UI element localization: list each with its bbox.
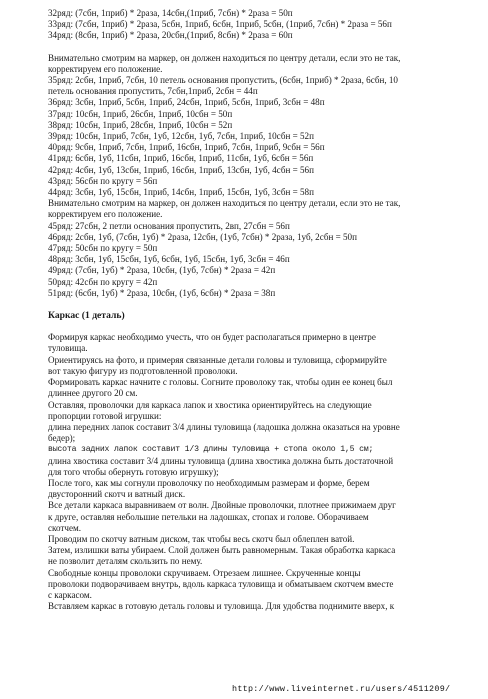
spacer [48,321,476,332]
frame-line-monospace: высота задних лапок составит 1/3 длины туловища + стопа около 1,5 см; [48,445,374,455]
text-line: к друге, оставляя небольшие петельки на ладошках, стопах и голове. Оборачиваем [48,511,369,522]
text-line: 42ряд: 4сбн, 1уб, 13сбн, 1приб, 16сбн, 1приб, 13сбн, 1уб, 4сбн = 56п [48,164,314,175]
text-line: Вставляем каркас в готовую деталь головы и туловища. Для удобства поднимите вверх, к [48,601,395,612]
text-line: 44ряд: 3сбн, 1уб, 15сбн, 1приб, 14сбн, 1приб, 15сбн, 1уб, 3сбн = 58п [48,187,314,198]
frame-instructions-part-a [48,332,476,444]
text-line: 51ряд: (6сбн, 1уб) * 2раза, 10сбн, (1уб, 6сбн) * 2раза = 38п [48,287,276,298]
text-line: не позволит деталям скользить по нему. [48,556,203,567]
text-line: 36ряд: 3сбн, 1приб, 5сбн, 1приб, 24сбн, 1приб, 5сбн, 1приб, 3сбн = 48п [48,97,325,108]
text-line: 39ряд: 10сбн, 1приб, 7сбн, 1уб, 12сбн, 1уб, 7сбн, 1приб, 10сбн = 52п [48,131,314,142]
text-line: Формируя каркас необходимо учесть, что он будет располагаться примерно в центре [48,332,376,343]
text-line: длина хвостика составит 3/4 длины туловища (длина хвостика должна быть достаточной [48,455,394,466]
text-line: корректируем его положение. [48,209,163,220]
text-line: 48ряд: 3сбн, 1уб, 15сбн, 1уб, 6сбн, 1уб, 15сбн, 1уб, 3сбн = 46п [48,254,290,265]
text-line: Внимательно смотрим на маркер, он должен находиться по центру детали, если это не так, [48,52,401,63]
text-line: длиннее другого 20 см. [48,388,138,399]
text-line: 35ряд: 2сбн, 1приб, 7сбн, 10 петель основания пропустить, (6сбн, 1приб) * 2раза, 6сбн, 10 [48,75,398,86]
text-line: для того чтобы обернуть готовую игрушку); [48,466,219,477]
text-line: корректируем его положение. [48,63,163,74]
text-line: Оставляя, проволочки для каркаса лапок и хвостика ориентируйтесь на следующие [48,399,372,410]
text-line: Свободные концы проволоки скручиваем. Отрезаем лишнее. Скрученные концы [48,567,361,578]
text-line: 33ряд: (7сбн, 1приб) * 2раза, 5сбн, 1приб, 6сбн, 1приб, 5сбн, (1приб, 7сбн) * 2раза = 56п [48,19,392,30]
text-line: Проводим по скотчу ватным диском, так чтобы весь скотч был облеплен ватой. [48,533,355,544]
text-line: 49ряд: (7сбн, 1уб) * 2раза, 10сбн, (1уб, 7сбн) * 2раза = 42п [48,265,276,276]
text-line: Внимательно смотрим на маркер, он должен находиться по центру детали, если это не так, [48,198,401,209]
section-heading: Каркас (1 деталь) [48,310,125,322]
text-line: петель основания пропустить, 7сбн,1приб, 2сбн = 44п [48,86,258,97]
text-line: 40ряд: 9сбн, 1приб, 7сбн, 1приб, 16сбн, 1приб, 7сбн, 1приб, 9сбн = 56п [48,142,325,153]
document-page [48,8,476,612]
text-line: Формировать каркас начните с головы. Согните проволоку так, чтобы один ее конец был [48,377,393,388]
rows-block-middle [48,53,476,299]
text-line: туловища. [48,343,88,354]
text-line: После того, как мы согнули проволочку по необходимым размерам и форме, берем [48,477,370,488]
text-line: 32ряд: (7сбн, 1приб) * 2раза, 14сбн,(1приб, 7сбн) * 2раза = 50п [48,8,293,18]
text-line: Все детали каркаса выравниваем от волн. Двойные проволочки, плотнее прижимаем друг [48,500,396,511]
text-line: 47ряд: 50сбн по кругу = 50п [48,243,158,254]
text-line: длина передних лапок составит 3/4 длины туловища (ладошка должна оказаться на уровне [48,421,400,432]
text-line: 46ряд: 2сбн, 1уб, (7сбн, 1уб) * 2раза, 12сбн, (1уб, 7сбн) * 2раза, 1уб, 2сбн = 50п [48,231,357,242]
frame-instructions-part-b [48,456,476,613]
text-line: двусторонний скотч и ватный диск. [48,489,186,500]
spacer [48,299,476,310]
text-line: проволоки подворачиваем внутрь, вдоль каркаса туловища и обматываем скотчем вместе [48,578,394,589]
text-line: 50ряд: 42сбн по кругу = 42п [48,276,158,287]
text-line: 43ряд: 56сбн по кругу = 56п [48,175,158,186]
text-line: 41ряд: 6сбн, 1уб, 11сбн, 1приб, 16сбн, 1приб, 11сбн, 1уб, 6сбн = 56п [48,153,314,164]
text-line: скотчем. [48,522,82,533]
spacer [48,42,476,53]
text-line: 34ряд: (8сбн, 1приб) * 2раза, 20сбн,(1приб, 8сбн) * 2раза = 60п [48,30,293,41]
text-line: с каркасом. [48,589,92,600]
footer-url-link[interactable]: http://www.liveinternet.ru/users/4511209/ [232,684,451,694]
text-line: пропорции готовой игрушки: [48,410,162,421]
rows-block-top [48,8,476,42]
text-line: вот такую фигуру из подготовленной проволоки. [48,365,238,376]
text-line: 45ряд: 27сбн, 2 петли основания пропустить, 2вп, 27сбн = 56п [48,220,290,231]
text-line: бедер); [48,433,76,444]
text-line: 37ряд: 10сбн, 1приб, 26сбн, 1приб, 10сбн = 50п [48,108,233,119]
text-line: Ориентируясь на фото, и примеряя связанные детали головы и туловища, сформируйте [48,354,387,365]
text-line: 38ряд: 10сбн, 1приб, 28сбн, 1приб, 10сбн = 52п [48,119,233,130]
text-line: Затем, излишки ваты убираем. Слой должен быть равномерным. Такая обработка каркаса [48,545,396,556]
